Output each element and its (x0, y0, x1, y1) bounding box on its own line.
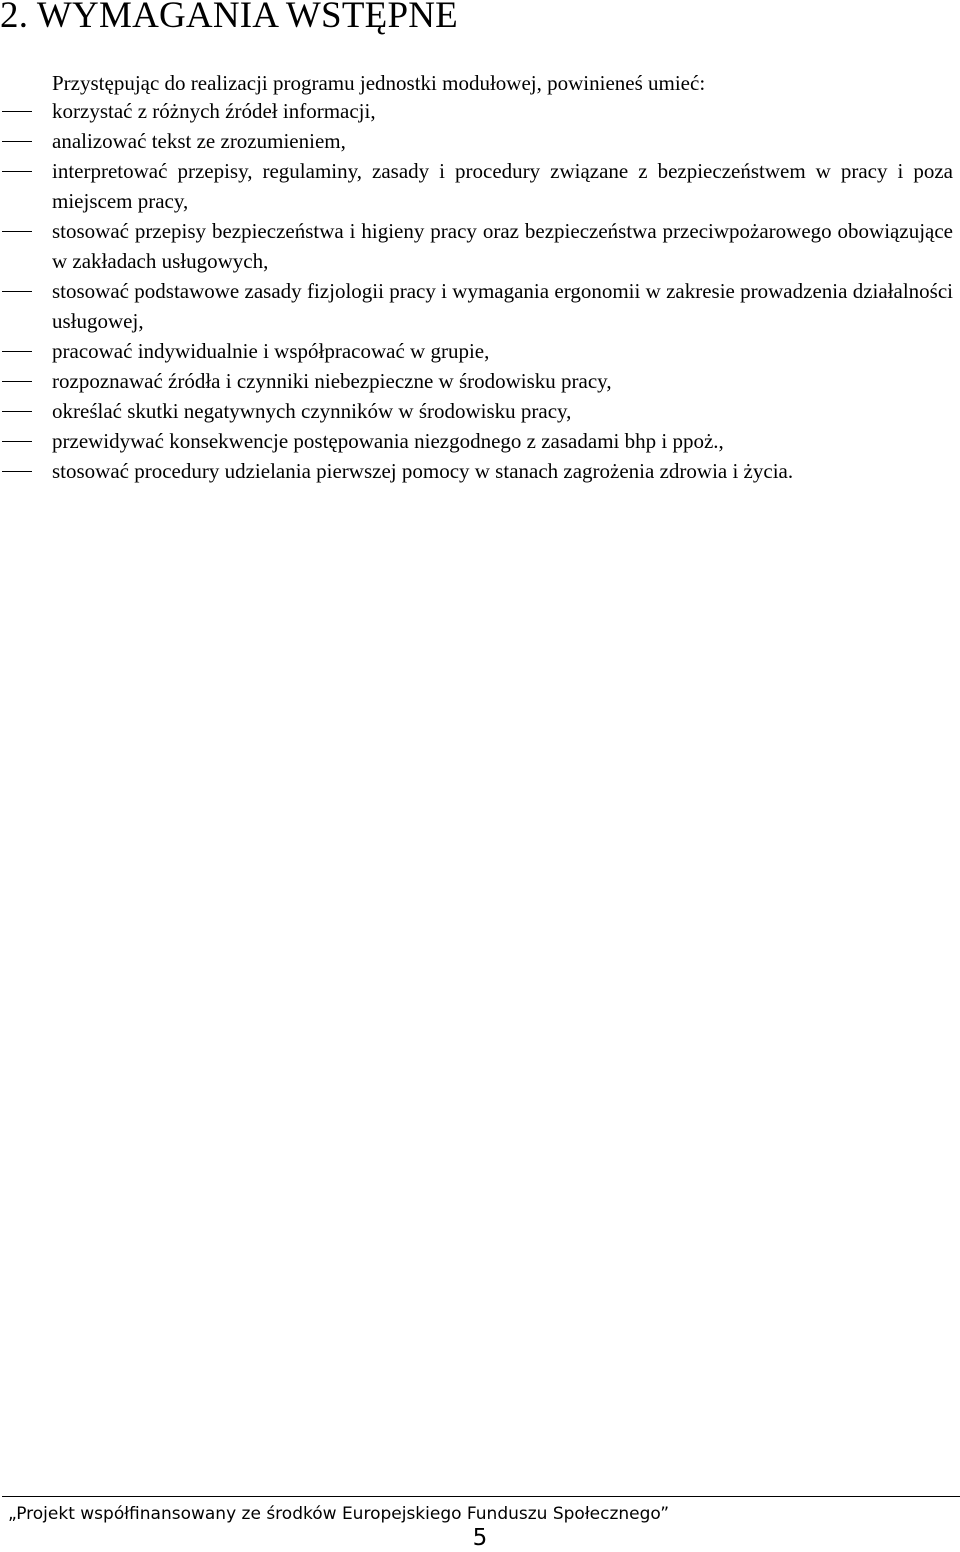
list-item-text: korzystać z różnych źródeł informacji, (52, 99, 376, 123)
footer-text: „Projekt współfinansowany ze środków Europejskiego Funduszu Społecznego” (8, 1504, 670, 1524)
dash-bullet-icon (2, 111, 32, 112)
list-item-text: stosować podstawowe zasady fizjologii pracy i wymagania ergonomii w zakresie prowadzenia działalności usługowej, (52, 279, 953, 333)
list-item-text: określać skutki negatywnych czynników w środowisku pracy, (52, 399, 572, 423)
list-item (0, 126, 953, 156)
dash-bullet-icon (2, 441, 32, 442)
footer-divider (2, 1496, 960, 1497)
list-item-text: interpretować przepisy, regulaminy, zasady i procedury związane z bezpieczeństwem w pracy i poza miejscem pracy, (52, 159, 953, 213)
list-item-text: analizować tekst ze zrozumieniem, (52, 129, 346, 153)
intro-paragraph: Przystępując do realizacji programu jednostki modułowej, powinieneś umieć: (52, 71, 706, 95)
list-item (0, 336, 953, 366)
dash-bullet-icon (2, 381, 32, 382)
dash-bullet-icon (2, 291, 32, 292)
list-item (0, 156, 953, 216)
list-item (0, 276, 953, 336)
dash-bullet-icon (2, 231, 32, 232)
dash-bullet-icon (2, 171, 32, 172)
section-heading: 2. WYMAGANIA WSTĘPNE (0, 0, 458, 36)
list-item-text: stosować przepisy bezpieczeństwa i higieny pracy oraz bezpieczeństwa przeciwpożarowego obowiązujące w zakładach usługowych, (52, 219, 953, 273)
list-item-text: rozpoznawać źródła i czynniki niebezpieczne w środowisku pracy, (52, 369, 612, 393)
dash-bullet-icon (2, 351, 32, 352)
dash-bullet-icon (2, 411, 32, 412)
dash-bullet-icon (2, 471, 32, 472)
list-item-text: przewidywać konsekwencje postępowania niezgodnego z zasadami bhp i ppoż., (52, 429, 724, 453)
list-item (0, 96, 953, 126)
requirements-list (0, 96, 953, 486)
list-item (0, 426, 953, 456)
list-item-text: pracować indywidualnie i współpracować w grupie, (52, 339, 490, 363)
list-item (0, 396, 953, 426)
list-item-text: stosować procedury udzielania pierwszej pomocy w stanach zagrożenia zdrowia i życia. (52, 459, 794, 483)
page-number: 5 (472, 1525, 488, 1551)
dash-bullet-icon (2, 141, 32, 142)
list-item (0, 456, 953, 486)
list-item (0, 366, 953, 396)
list-item (0, 216, 953, 276)
